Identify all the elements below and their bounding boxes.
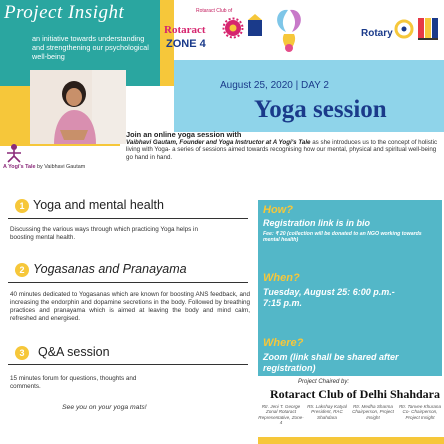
intro-speaker: Vaibhavi Gautam, Founder and Yoga Instructor at A Yogi's Tale [126, 138, 311, 146]
section-2-title: Yogasanas and Pranayama [33, 262, 187, 276]
credit-brand: A Yogi's Tale [3, 164, 36, 170]
person-role: Zonal Rotaract Representative, Zone-4 [258, 409, 304, 426]
wings-logo-icon [277, 10, 301, 52]
section-2-divider [8, 282, 248, 283]
fee-text: Fee: ₹ 20 (collection will be donated to an NGO working towards mental health) [263, 231, 422, 244]
section-3-divider [8, 364, 248, 365]
when-text: Tuesday, August 25: 6:00 p.m.- 7:15 p.m. [263, 287, 395, 308]
instructor-photo [30, 70, 126, 144]
section-2-text: 40 minutes dedicated to Yogasanas which are known for boosting ANS feedback, and increasing the endorphin and dopamine secretions in the body. Followed by breathing practices and pranayama which is aimed at leaving the body and mind calm, refreshed and energised. [10, 291, 250, 322]
rotary-wheel-icon [396, 21, 412, 37]
person-name: Rtr. Lakshay Katyal [307, 404, 347, 409]
intro-paragraph [126, 131, 438, 161]
photo-credit [3, 164, 85, 170]
section-2-number: 2 [15, 263, 29, 277]
rotary-wordmark: Rotary [361, 28, 393, 39]
section-1-divider [8, 218, 248, 219]
event-title: Yoga session [254, 96, 387, 123]
intro-heading: Join an online yoga session with [126, 130, 242, 139]
closing-line: See you on your yoga mats! [62, 404, 147, 411]
where-heading: Where? [263, 337, 304, 349]
instructor-illustration [30, 70, 126, 144]
person-role: Co- Chairperson, Project Insight [402, 409, 438, 420]
project-tagline: an initiative towards understanding and strengthening our psychological well-being [32, 34, 149, 61]
section-1-title: Yoga and mental health [33, 198, 164, 212]
project-title: Project Insight [4, 2, 125, 23]
club-emblem-icon [248, 14, 262, 36]
club-name: Rotaract Club of Delhi Shahdara [270, 387, 441, 401]
zone-label: ZONE 4 [166, 38, 206, 50]
rotaract-wordmark: Rotaract [164, 24, 206, 36]
person-name: Rtr. Medha Sharma [353, 404, 393, 409]
section-3-number: 3 [15, 346, 29, 360]
yogis-tale-logo-icon [4, 142, 24, 164]
where-text: Zoom (link shall be shared after registration) [263, 352, 399, 373]
credit-author: by Vaibhavi Gautam [35, 164, 86, 170]
section-3-text: 15 minutes forum for questions, thoughts and comments. [10, 375, 137, 390]
footer-accent [258, 437, 444, 444]
rotaract-gear-icon [224, 19, 243, 38]
person-role: President, RAC Shahdara [311, 409, 343, 420]
intro-text: as she introduces us to the concept of holistic living with Yoga- a series of sessions aimed towards recognising how our mental, physical and spiritual well-being go hand in hand. [126, 138, 438, 161]
chair-person-1 [258, 404, 304, 426]
section-1-number: 1 [15, 199, 29, 213]
chair-person-3 [350, 404, 396, 420]
event-date: August 25, 2020 | DAY 2 [220, 80, 329, 91]
when-heading: When? [263, 272, 300, 284]
how-heading: How? [263, 204, 293, 216]
section-3-title: Q&A session [38, 345, 110, 359]
person-name: Rtr. Tanvee Khurana [398, 404, 442, 409]
rotaract-club-small-text: Rotaract Club of [196, 8, 233, 14]
person-role: Chairperson, Project Insight [352, 409, 394, 420]
how-text: Registration link is in bio [263, 218, 371, 228]
person-name: Rtr. Jeni T. George [261, 404, 301, 409]
book-logo-icon [418, 18, 438, 40]
chair-person-4 [397, 404, 443, 420]
chair-person-2 [305, 404, 349, 420]
chaired-by-label: Project Chaired by: [298, 379, 350, 385]
section-1-text: Discussing the various ways through which practicing Yoga helps in boosting mental health. [10, 226, 198, 241]
